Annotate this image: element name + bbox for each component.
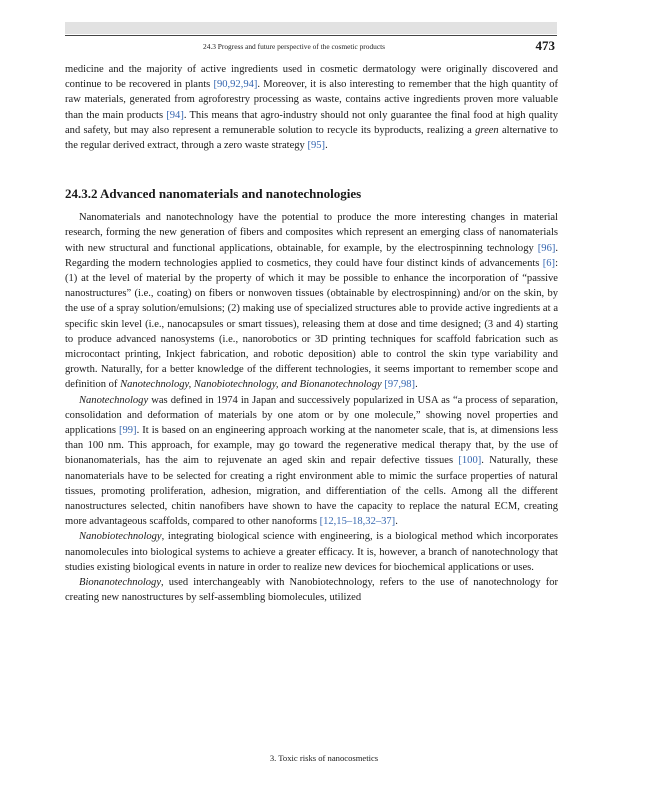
italic-text: green (475, 124, 499, 136)
citation-link[interactable]: [96] (537, 242, 556, 254)
text: . (325, 140, 328, 152)
italic-term: Nanobiotechnology (79, 531, 162, 543)
italic-text: Nanotechnology, Nanobiotechnology, and Bionanotechnology (120, 379, 382, 391)
text: . This means that agro-industry should not only guarantee the final food at high quality and safety, but may also represent a remunerable solution to recycle its byproducts, realizing a (65, 109, 558, 136)
paragraph-4 (65, 529, 558, 575)
citation-link[interactable]: [94] (166, 109, 184, 121)
text: . Regarding the modern technologies applied to cosmetics, they could have four distinct kinds of advancements (65, 242, 558, 269)
text: : (1) at the level of material by the property of which it may be possible to enhance the incorporation of “passive nanostructures” (i.e., coating) on fibers or nonwoven tissues (obtainable by electrospinning) and/or on the skin, by the use of a spray solution/emulsions; (2) making use of specialized structures able to provide active ingredients at a specific skin level (i.e., nanocapsules or smart tissues), releasing them at dose and time designed; (3 and 4) starting to produce advanced nanosystems (i.e., nanorobotics or 3D printing techniques for scaffold fabrication such as microcontact printing, Inkject fabrication, and robotic deposition) able to control the skin type variability and growth. Naturally, for a better knowledge of the different technologies, it seems important to remember scope and definition of (65, 257, 558, 391)
citation-link[interactable]: [99] (119, 425, 137, 437)
header-bar (65, 22, 557, 34)
paragraph-5 (65, 575, 558, 605)
citation-link[interactable]: [90,92,94] (213, 79, 258, 91)
citation-link[interactable]: [12,15–18,32–37] (319, 516, 396, 528)
text: . (395, 516, 398, 528)
running-title: 24.3 Progress and future perspective of the cosmetic products (203, 42, 386, 51)
page-number: 473 (535, 38, 555, 53)
text: . Naturally, these nanomaterials have to be selected for creating a right environment able to mimic the surface properties of natural tissues, promoting proliferation, adhesion, migration, and differentiation of the cells. Among all the different nanostructures selected, chitin nanofibers have shown to have the capacity to replace the natural ECM, creating more advantageous scaffolds, compared to other nanoforms (65, 455, 558, 528)
citation-link[interactable]: [97,98] (384, 379, 416, 391)
header-rule (65, 35, 557, 36)
text: alternative to the regular derived extract, through a zero waste strategy (65, 124, 558, 152)
text: . (415, 379, 418, 391)
italic-term: Bionanotechnology (79, 577, 162, 589)
text: Nanomaterials and nanotechnology have the potential to produce the more interesting changes in material research, forming the new generation of fibers and composites which represent an emerging class of nanomaterials with new structural and functional applications, obtainable, for example, by the electrospinning technology (65, 212, 558, 254)
text: was defined in 1974 in Japan and successively popularized in USA as “a process of separation, consolidation and deformation of materials by one atom or by one molecule,” showing novel properties and applications (65, 394, 558, 437)
text: , integrating biological science with engineering, is a biological method which incorporates nanomolecules into biological systems to achieve a greater efficacy. It is, however, a branch of nanotechnology that studies existing biological events in nature in order to realize new devices for biochemical applications or uses. (65, 531, 558, 573)
citation-link[interactable]: [100] (458, 455, 482, 467)
paragraph-3 (65, 393, 558, 530)
section-heading: 24.3.2 Advanced nanomaterials and nanotechnologies (65, 186, 362, 202)
italic-term: Nanotechnology (79, 394, 149, 406)
text: . It is based on an engineering approach working at the nanometer scale, that is, at dimensions less than 100 nm. This approach, for example, may go toward the regenerative medical therapy that, by the use of bionanomaterials, has the aim to rejuvenate an aged skin and repair defective tissues (65, 425, 558, 467)
page-footer: 3. Toxic risks of nanocosmetics (269, 753, 379, 763)
running-head (65, 38, 557, 55)
text: medicine and the majority of active ingredients used in cosmetic dermatology were originally discovered and continue to be recovered in plants (65, 64, 558, 91)
page-body (65, 62, 558, 606)
citation-link[interactable]: [95] (307, 140, 326, 152)
text: , used interchangeably with Nanobiotechnology, refers to the use of nanotechnology for creating new nanostructures by self-assembling biomolecules, utilized (65, 577, 558, 604)
paragraph-1 (65, 62, 558, 153)
citation-link[interactable]: [6] (542, 257, 556, 269)
paragraph-2 (65, 210, 558, 392)
text: . Moreover, it is also interesting to remember that the high quantity of raw materials, generated from agroforestry processing as waste, contains active ingredients proven more valuable than the main products (65, 79, 558, 121)
